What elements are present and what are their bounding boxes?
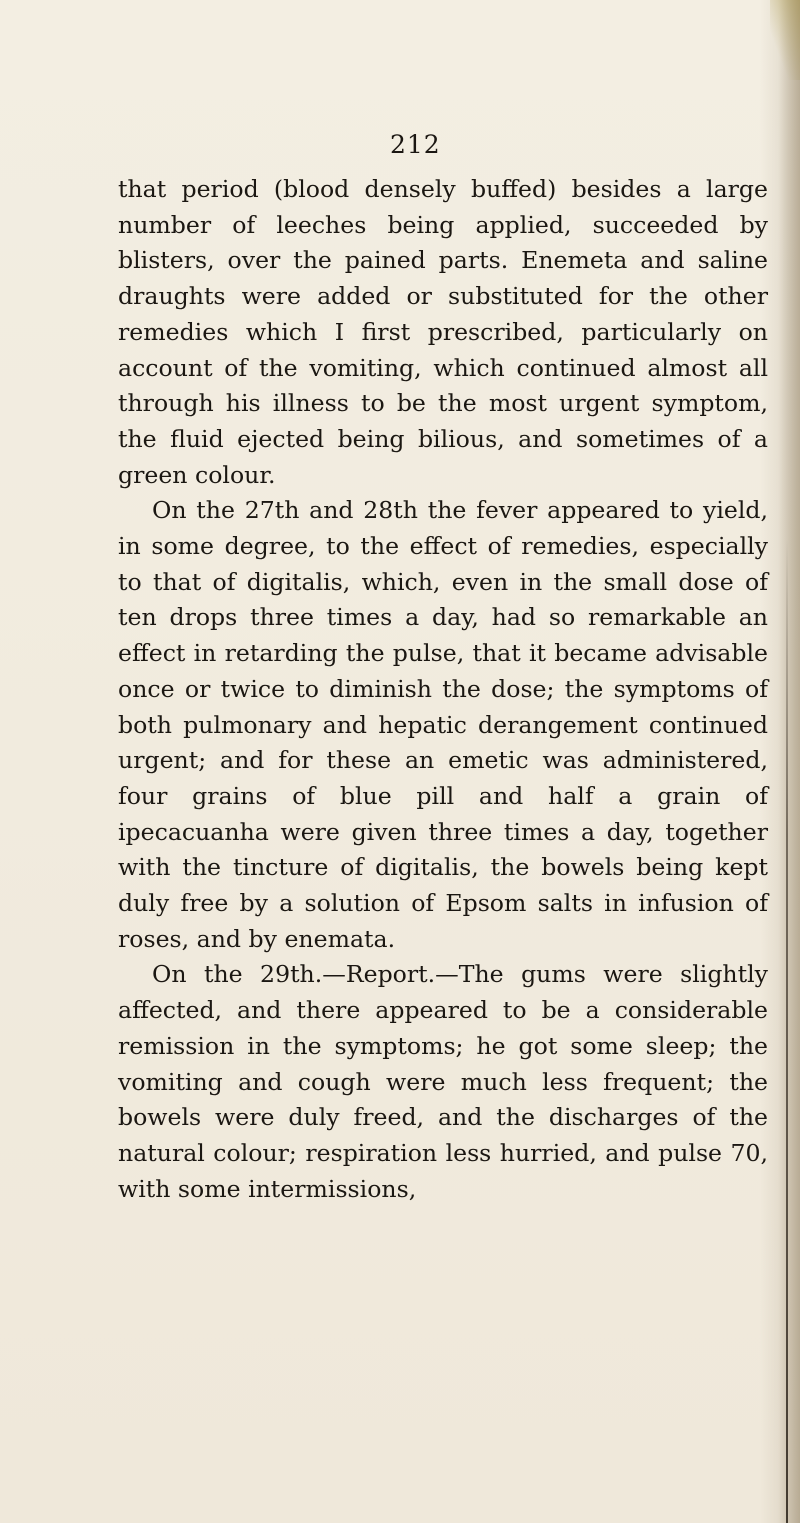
spine-edge: [786, 540, 788, 1523]
paragraph-2: On the 27th and 28th the fever appeared to yield, in some degree, to the effect of remedies, especially to that of digitalis, which, even in the small dose of ten drops three times a day, had so remarkable an effect in retarding the pulse, that it became advisable once or twice to diminish the dose; the symptoms of both pulmonary and hepatic derangement continued urgent; and for these an emetic was administered, four grains of blue pill and half a grain of ipecacuanha were given three times a day, together with the tincture of digitalis, the bowels being kept duly free by a solution of Epsom salts in infusion of roses, and by enemata.: [118, 496, 768, 953]
paragraph-3: On the 29th.—Report.—The gums were slightly affected, and there appeared to be a considerable remission in the symptoms; he got some sleep; the vomiting and cough were much less frequent; the bowels were duly freed, and the discharges of the natural colour; respiration less hurried, and pulse 70, with some intermissions,: [118, 960, 768, 1203]
paragraph-1: that period (blood densely buffed) besides a large number of leeches being applied, succeeded by blisters, over the pained parts. Enemeta and saline draughts were added or substituted for the other remedies which I first prescribed, particularly on account of the vomiting, which continued almost all through his illness to be the most urgent symptom, the fluid ejected being bilious, and sometimes of a green colour.: [118, 175, 768, 489]
page-spine-shadow: [778, 0, 800, 1523]
page-body-text: [118, 172, 768, 1207]
page-number: 212: [390, 130, 441, 159]
